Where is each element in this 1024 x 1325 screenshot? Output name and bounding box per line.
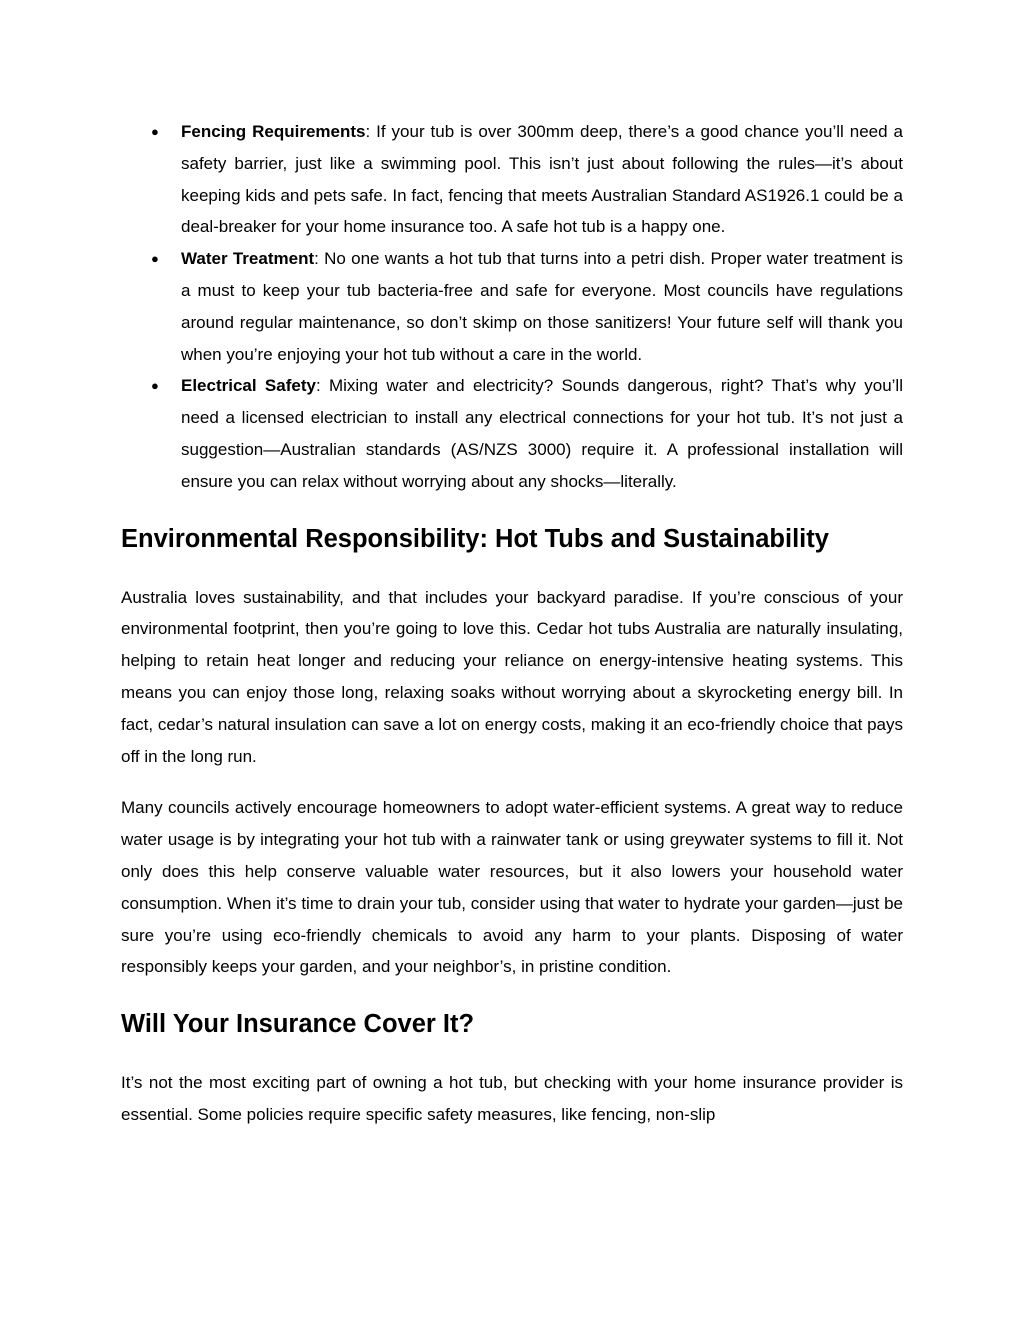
bullet-icon: ● [151, 251, 159, 267]
document-content [121, 116, 903, 1131]
bullet-lead-fencing: Fencing Requirements [181, 122, 366, 141]
bullet-text-fencing: : If your tub is over 300mm deep, there’s a good chance you’ll need a safety barrier, just like a swimming pool. This isn’t just about following the rules—it’s about keeping kids and pets safe. In fact, fencing that meets Australian Standard AS1926.1 could be a deal-breaker for your home insurance too. A safe hot tub is a happy one. [181, 122, 903, 237]
bullet-item-fencing [121, 116, 903, 243]
section-heading-insurance: Will Your Insurance Cover It? [121, 1010, 475, 1039]
requirements-bullet-list [121, 116, 903, 498]
paragraph-environment-1: Australia loves sustainability, and that includes your backyard paradise. If you’re conscious of your environmental footprint, then you’re going to love this. Cedar hot tubs Australia are naturally insulating, helping to retain heat longer and reducing your reliance on energy-intensive heating systems. This means you can enjoy those long, relaxing soaks without worrying about a skyrocketing energy bill. In fact, cedar’s natural insulation can save a lot on energy costs, making it an eco-friendly choice that pays off in the long run. [121, 587, 903, 766]
paragraph-insurance-1: It’s not the most exciting part of owning a hot tub, but checking with your home insurance provider is essential. Some policies require specific safety measures, like fencing, non-slip [121, 1073, 903, 1124]
bullet-item-electrical-safety [121, 370, 903, 497]
section-heading-environment: Environmental Responsibility: Hot Tubs and Sustainability [121, 524, 829, 553]
bullet-text-electrical-safety: : Mixing water and electricity? Sounds dangerous, right? That’s why you’ll need a licensed electrician to install any electrical connections for your hot tub. It’s not just a suggestion—Australian standards (AS/NZS 3000) require it. A professional installation will ensure you can relax without worrying about any shocks—literally. [181, 376, 903, 491]
paragraph-environment-2: Many councils actively encourage homeowners to adopt water-efficient systems. A great way to reduce water usage is by integrating your hot tub with a rainwater tank or using greywater systems to fill it. Not only does this help conserve valuable water resources, but it also lowers your household water consumption. When it’s time to drain your tub, consider using that water to hydrate your garden—just be sure you’re using eco-friendly chemicals to avoid any harm to your plants. Disposing of water responsibly keeps your garden, and your neighbor’s, in pristine condition. [121, 798, 903, 977]
bullet-item-water-treatment [121, 243, 903, 370]
bullet-icon: ● [151, 378, 159, 394]
bullet-text-water-treatment: : No one wants a hot tub that turns into a petri dish. Proper water treatment is a must to keep your tub bacteria-free and safe for everyone. Most councils have regulations around regular maintenance, so don’t skimp on those sanitizers! Your future self will thank you when you’re enjoying your hot tub without a care in the world. [181, 249, 903, 364]
bullet-icon: ● [151, 124, 159, 139]
bullet-lead-electrical-safety: Electrical Safety [181, 376, 316, 396]
bullet-lead-water-treatment: Water Treatment [181, 249, 315, 269]
